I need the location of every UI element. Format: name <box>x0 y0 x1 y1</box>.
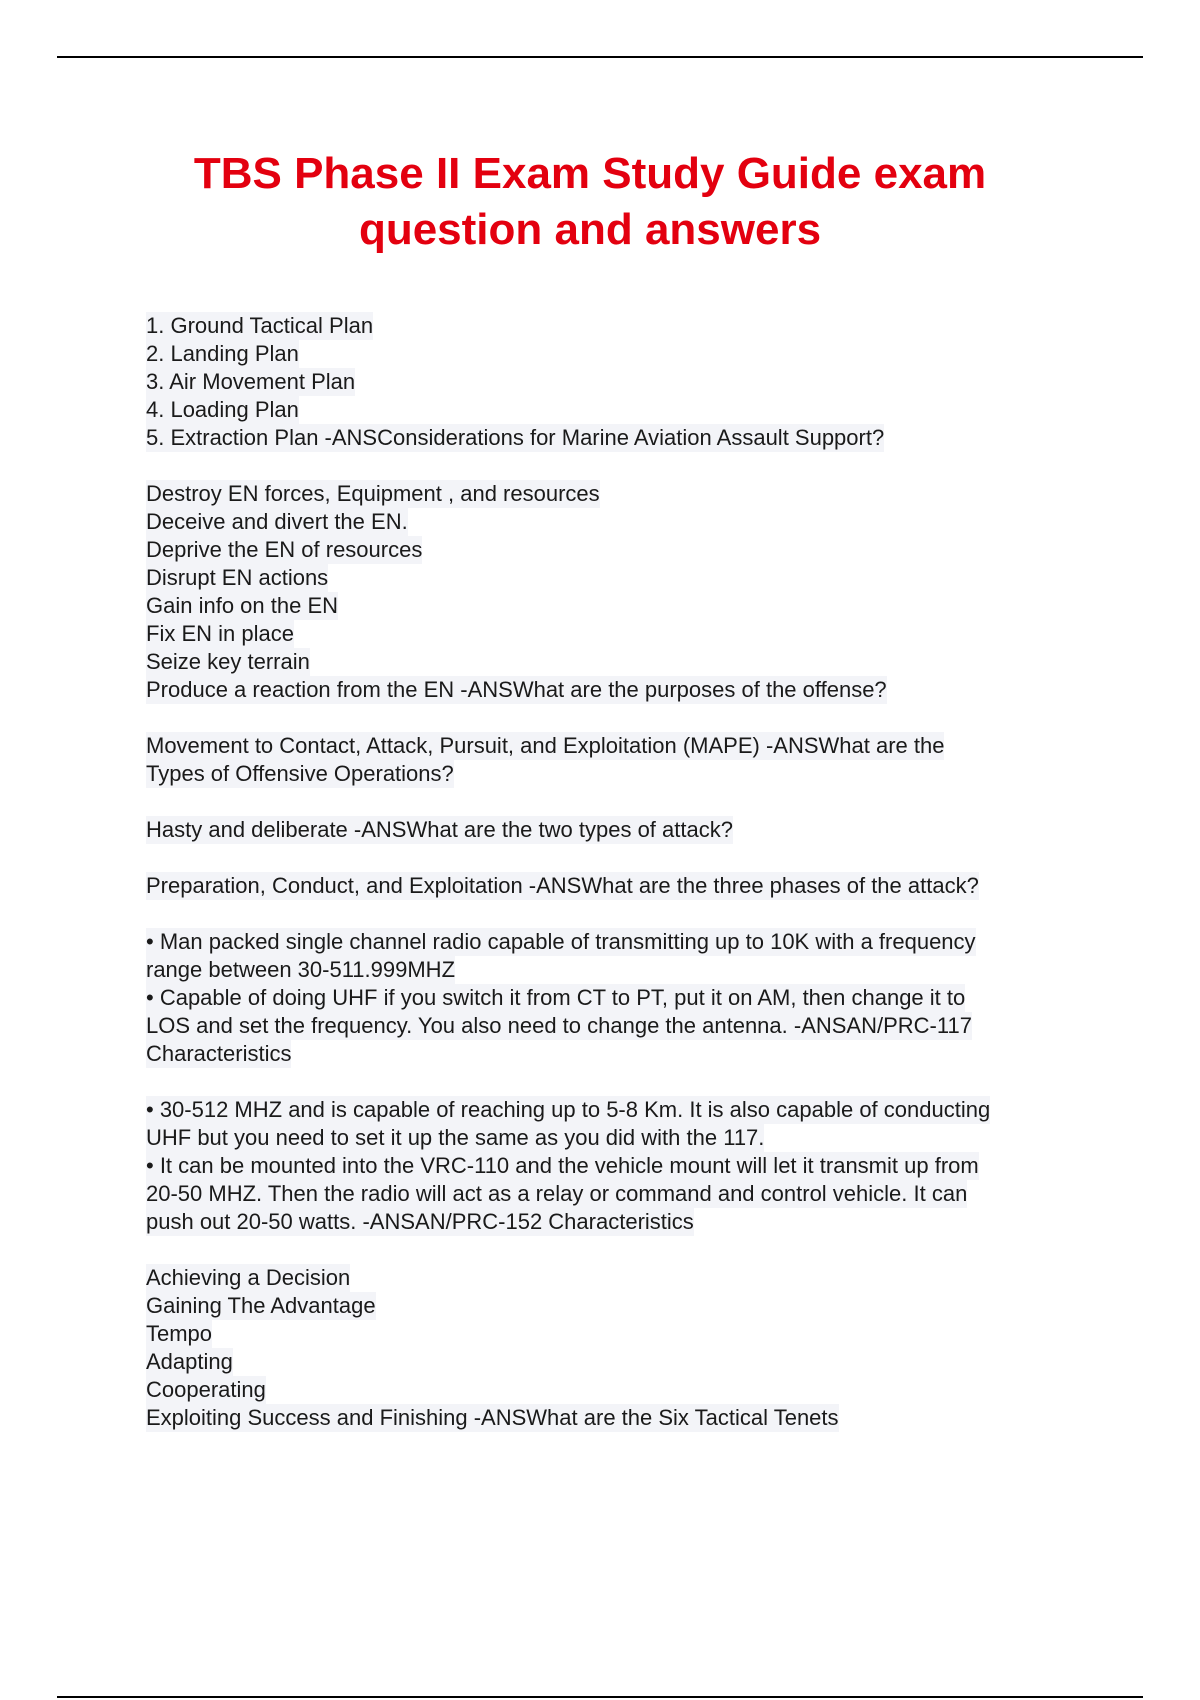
document-body <box>146 312 1086 1460</box>
text-line: Cooperating <box>146 1377 266 1402</box>
text-line: LOS and set the frequency. You also need to change the antenna. -ANSAN/PRC-117 <box>146 1013 972 1038</box>
qa-block <box>146 312 1086 452</box>
qa-block <box>146 872 1086 900</box>
text-line: Adapting <box>146 1349 233 1374</box>
text-line: Seize key terrain <box>146 649 310 674</box>
text-line: Produce a reaction from the EN -ANSWhat are the purposes of the offense? <box>146 677 887 702</box>
qa-block <box>146 732 1086 788</box>
text-line: Deprive the EN of resources <box>146 537 423 562</box>
qa-block <box>146 480 1086 704</box>
text-line: • It can be mounted into the VRC-110 and the vehicle mount will let it transmit up from <box>146 1153 979 1178</box>
qa-block <box>146 928 1086 1068</box>
text-line: Movement to Contact, Attack, Pursuit, and Exploitation (MAPE) -ANSWhat are the <box>146 733 945 758</box>
text-line: 3. Air Movement Plan <box>146 369 356 394</box>
text-line: 2. Landing Plan <box>146 341 299 366</box>
title-line: question and answers <box>358 205 822 254</box>
text-line: Types of Offensive Operations? <box>146 761 454 786</box>
qa-block <box>146 1264 1086 1432</box>
text-line: 1. Ground Tactical Plan <box>146 313 374 338</box>
text-line: range between 30-511.999MHZ <box>146 957 456 982</box>
qa-block <box>146 1096 1086 1236</box>
text-line: Tempo <box>146 1321 213 1346</box>
text-line: Destroy EN forces, Equipment , and resources <box>146 481 600 506</box>
text-line: push out 20-50 watts. -ANSAN/PRC-152 Characteristics <box>146 1209 694 1234</box>
document-title <box>90 146 1090 258</box>
text-line: Fix EN in place <box>146 621 294 646</box>
text-line: • Man packed single channel radio capable of transmitting up to 10K with a frequency <box>146 929 976 954</box>
text-line: 5. Extraction Plan -ANSConsiderations for Marine Aviation Assault Support? <box>146 425 885 450</box>
bottom-rule <box>57 1696 1143 1698</box>
text-line: Deceive and divert the EN. <box>146 509 408 534</box>
text-line: Gain info on the EN <box>146 593 339 618</box>
top-rule <box>57 56 1143 58</box>
text-line: Preparation, Conduct, and Exploitation -ANSWhat are the three phases of the attack? <box>146 873 979 898</box>
text-line: • Capable of doing UHF if you switch it from CT to PT, put it on AM, then change it to <box>146 985 966 1010</box>
text-line: • 30-512 MHZ and is capable of reaching up to 5-8 Km. It is also capable of conducting <box>146 1097 991 1122</box>
text-line: Characteristics <box>146 1041 292 1066</box>
text-line: Hasty and deliberate -ANSWhat are the two types of attack? <box>146 817 733 842</box>
text-line: 4. Loading Plan <box>146 397 299 422</box>
text-line: Exploiting Success and Finishing -ANSWhat are the Six Tactical Tenets <box>146 1405 839 1430</box>
text-line: Disrupt EN actions <box>146 565 329 590</box>
text-line: 20-50 MHZ. Then the radio will act as a relay or command and control vehicle. It can <box>146 1181 968 1206</box>
qa-block <box>146 816 1086 844</box>
title-line: TBS Phase II Exam Study Guide exam <box>193 149 987 198</box>
text-line: Gaining The Advantage <box>146 1293 376 1318</box>
text-line: UHF but you need to set it up the same as you did with the 117. <box>146 1125 765 1150</box>
text-line: Achieving a Decision <box>146 1265 351 1290</box>
